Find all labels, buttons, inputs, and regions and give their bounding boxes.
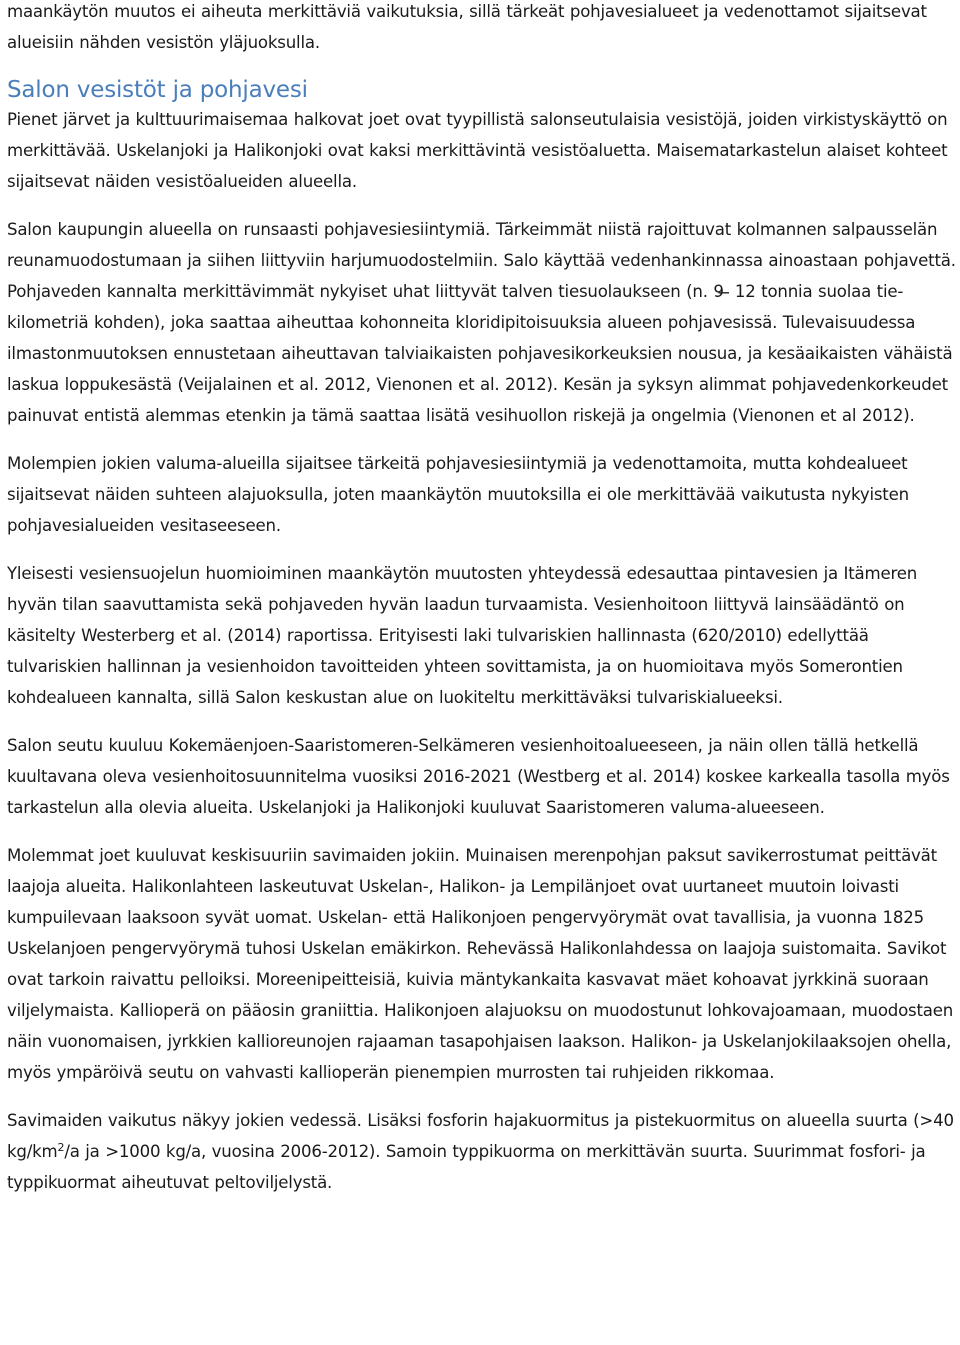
paragraph-water-protection: Yleisesti vesiensuojelun huomioiminen maankäytön muutosten yhteydessä edesauttaa pintavesien ja Itämeren hyvän tilan saavuttamista sekä pohjaveden hyvän laadun turvaamista. Vesienhoitoon liittyvä lainsäädäntö on käsitelty Westerberg et al. (2014) raportissa. Erityisesti laki tulvariskien hallinnasta (620/2010) edellyttää tulvariskien hallinnan ja vesienhoidon tavoitteiden yhteen sovittamista, ja on huomioitava myös Somerontien kohdealueen kannalta, sillä Salon keskustan alue on luokiteltu merkittäväksi tulvariskialueeksi. — [7, 564, 918, 707]
section-heading: Salon vesistöt ja pohjavesi — [7, 77, 308, 103]
unit-superscript: 2 — [57, 1141, 65, 1154]
paragraph-nutrient-loads — [7, 1105, 957, 1198]
nutrient-text-after-unit: /a ja >1000 kg/a, vuosina 2006-2012). Samoin typpikuorma on merkittävän suurta. Suurimmat fosfori- ja typpikuormat aiheutuvat peltoviljelystä. — [7, 1142, 926, 1192]
nutrient-text-before-unit: Savimaiden vaikutus näkyy jokien vedessä. Lisäksi fosforin hajakuormitus ja pistekuormitus on alueella suurta (>40 kg/km — [7, 1111, 954, 1161]
document-page — [7, 0, 957, 1198]
paragraph-groundwater: Salon kaupungin alueella on runsaasti pohjavesiesiintymiä. Tärkeimmät niistä rajoittuvat kolmannen salpausselän reunamuodostumaan ja siihen liittyviin harjumuodostelmiin. Salo käyttää vedenhankinnassa ainoastaan pohjavettä. Pohjaveden kannalta merkittävimmät nykyiset uhat liittyvät talven tiesuolaukseen (n. 9 ̶ 12 tonnia suolaa tie-kilometriä kohden), joka saattaa aiheuttaa kohonneita kloridipitoisuuksia alueen pohjavesissä. Tulevaisuudessa ilmastonmuutoksen ennustetaan aiheuttavan talviaikaisten pohjavesikorkeuksien nousua, ja kesäaikaisten vähäistä laskua loppukesästä (Veijalainen et al. 2012, Vienonen et al. 2012). Kesän ja syksyn alimmat pohjavedenkorkeudet painuvat entistä alemmas etenkin ja tämä saattaa lisätä vesihuollon riskejä ja ongelmia (Vienonen et al 2012). — [7, 220, 956, 425]
paragraph-river-basin: Salon seutu kuuluu Kokemäenjoen-Saaristomeren-Selkämeren vesienhoitoalueeseen, ja näin ollen tällä hetkellä kuultavana oleva vesienhoitosuunnitelma vuosiksi 2016-2021 (Westberg et al. 2014) koskee karkealla tasolla myös tarkastelun alla olevia alueita. Uskelanjoki ja Halikonjoki kuuluvat Saaristomeren valuma-alueeseen. — [7, 736, 950, 817]
paragraph-catchment: Molempien jokien valuma-alueilla sijaitsee tärkeitä pohjavesiesiintymiä ja vedenottamoita, mutta kohdealueet sijaitsevat näiden suhteen alajuoksulla, joten maankäytön muutoksilla ei ole merkittävää vaikutusta nykyisten pohjavesialueiden vesitaseeseen. — [7, 454, 909, 535]
intro-paragraph: maankäytön muutos ei aiheuta merkittäviä vaikutuksia, sillä tärkeät pohjavesialueet ja vedenottamot sijaitsevat alueisiin nähden vesistön yläjuoksulla. — [7, 2, 927, 52]
paragraph-clay-rivers: Molemmat joet kuuluvat keskisuuriin savimaiden jokiin. Muinaisen merenpohjan paksut savikerrostumat peittävät laajoja alueita. Halikonlahteen laskeutuvat Uskelan-, Halikon- ja Lempilänjoet ovat uurtaneet muutoin loivasti kumpuilevaan laaksoon syvät uomat. Uskelan- että Halikonjoen pengervyörymät ovat tavallisia, ja vuonna 1825 Uskelanjoen pengervyörymä tuhosi Uskelan emäkirkon. Rehevässä Halikonlahdessa on laajoja suistomaita. Savikot ovat tarkoin raivattu pelloiksi. Moreenipeitteisiä, kuivia mäntykankaita kasvavat mäet kohoavat jyrkkinä suoraan viljelymaista. Kallioperä on pääosin graniittia. Halikonjoen alajuoksu on muodostunut lohkovajoamaan, muodostaen näin vuonomaisen, jyrkkien kallioreunojen rajaaman tasapohjaisen laakson. Halikon- ja Uskelanjokilaaksojen ohella, myös ympäröivä seutu on vahvasti kallioperän pienempien murrosten tai ruhjeiden rikkomaa. — [7, 846, 954, 1082]
paragraph-water-bodies: Pienet järvet ja kulttuurimaisemaa halkovat joet ovat tyypillistä salonseutulaisia vesistöjä, joiden virkistyskäyttö on merkittävää. Uskelanjoki ja Halikonjoki ovat kaksi merkittävintä vesistöaluetta. Maisematarkastelun alaiset kohteet sijaitsevat näiden vesistöalueiden alueella. — [7, 110, 948, 191]
